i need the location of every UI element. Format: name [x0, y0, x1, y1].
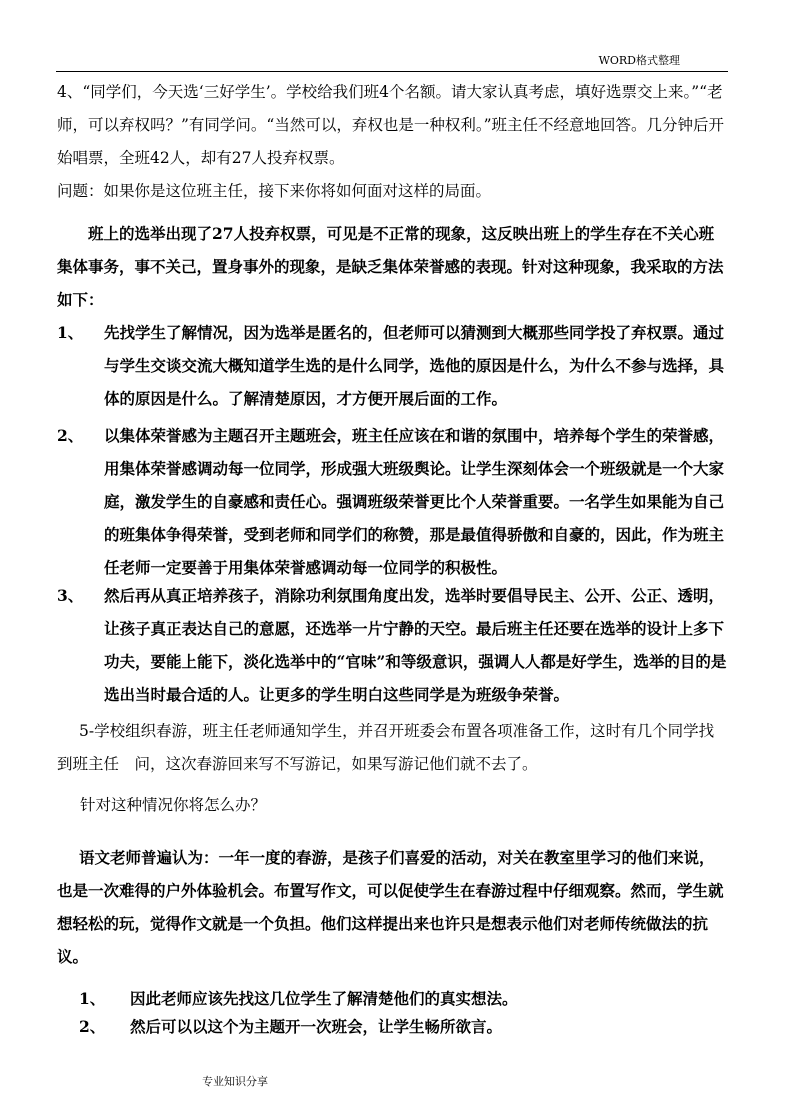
answer-4-item-2 — [57, 419, 729, 584]
item-number: 2、 — [79, 1017, 106, 1036]
item-text: 以集体荣誉感为主题召开主题班会，班主任应该在和谐的氛围中，培养每个学生的荣誉感，用集体荣誉感调动每一位同学，形成强大班级舆论。让学生深刻体会一个班级就是一个大家庭，激发学生的自豪感和责任心。强调班级荣誉更比个人荣誉重要。一名学生如果能为自己的班集体争得荣誉，受到老师和同学们的称赞，那是最值得骄傲和自豪的，因此，作为班主任老师一定要善于用集体荣誉感调动每一位同学的积极性。 — [104, 426, 725, 577]
item-number: 1、 — [79, 989, 106, 1008]
item-number: 2、 — [57, 426, 84, 445]
answer-4-item-1 — [57, 316, 729, 415]
question-5-prompt: 针对这种情况你将怎么办？ — [80, 796, 267, 814]
item-text: 然后可以以这个为主题开一次班会，让学生畅所欲言。 — [130, 1017, 503, 1036]
question-4-text: 4、“同学们，今天选‘三好学生’。学校给我们班4个名额。请大家认真考虑，填好选票交上来。”“老师，可以弃权吗？”有同学问。“当然可以，弃权也是一种权利。”班主任不经意地回答。几分钟后开始唱票，全班42人，却有27人投弃权票。 — [57, 83, 725, 167]
item-number: 1、 — [57, 323, 84, 342]
answer-4-intro: 班上的选举出现了27人投弃权票，可见是不正常的现象，这反映出班上的学生存在不关心班集体事务，事不关己，置身事外的现象，是缺乏集体荣誉感的表现。针对这种现象，我采取的方法如下： — [57, 224, 724, 309]
header-rule — [56, 71, 728, 72]
answer-5-item-2 — [79, 1010, 729, 1043]
item-number: 3、 — [57, 586, 84, 605]
answer-4-item-3 — [57, 579, 729, 711]
page-footer: 专业知识分享 — [202, 1075, 268, 1088]
item-text: 先找学生了解情况，因为选举是匿名的，但老师可以猜测到大概那些同学投了弃权票。通过与学生交谈交流大概知道学生选的是什么同学，选他的原因是什么，为什么不参与选择，具体的原因是什么。了解清楚原因，才方便开展后面的工作。 — [104, 323, 725, 408]
question-4-prompt: 问题：如果你是这位班主任，接下来你将如何面对这样的局面。 — [57, 182, 492, 200]
item-text: 因此老师应该先找这几位学生了解清楚他们的真实想法。 — [130, 989, 518, 1008]
answer-5-intro: 语文老师普遍认为：一年一度的春游，是孩子们喜爱的活动，对关在教室里学习的他们来说，也是一次难得的户外体验机会。布置写作文，可以促使学生在春游过程中仔细观察。然而，学生就想轻松的玩，觉得作文就是一个负担。他们这样提出来也许只是想表示他们对老师传统做法的抗议。 — [57, 848, 724, 966]
page-header: WORD格式整理 — [598, 54, 680, 67]
item-text: 然后再从真正培养孩子，消除功利氛围角度出发，选举时要倡导民主、公开、公正、透明，让孩子真正表达自己的意愿，还选举一片宁静的天空。最后班主任还要在选举的设计上多下功夫，要能上能下，淡化选举中的“官味”和等级意识，强调人人都是好学生，选举的目的是选出当时最合适的人。让更多的学生明白这些同学是为班级争荣誉。 — [104, 586, 727, 704]
question-5-text: 5-学校组织春游，班主任老师通知学生，并召开班委会布置各项准备工作，这时有几个同学找到班主任 问，这次春游回来写不写游记，如果写游记他们就不去了。 — [57, 722, 715, 773]
